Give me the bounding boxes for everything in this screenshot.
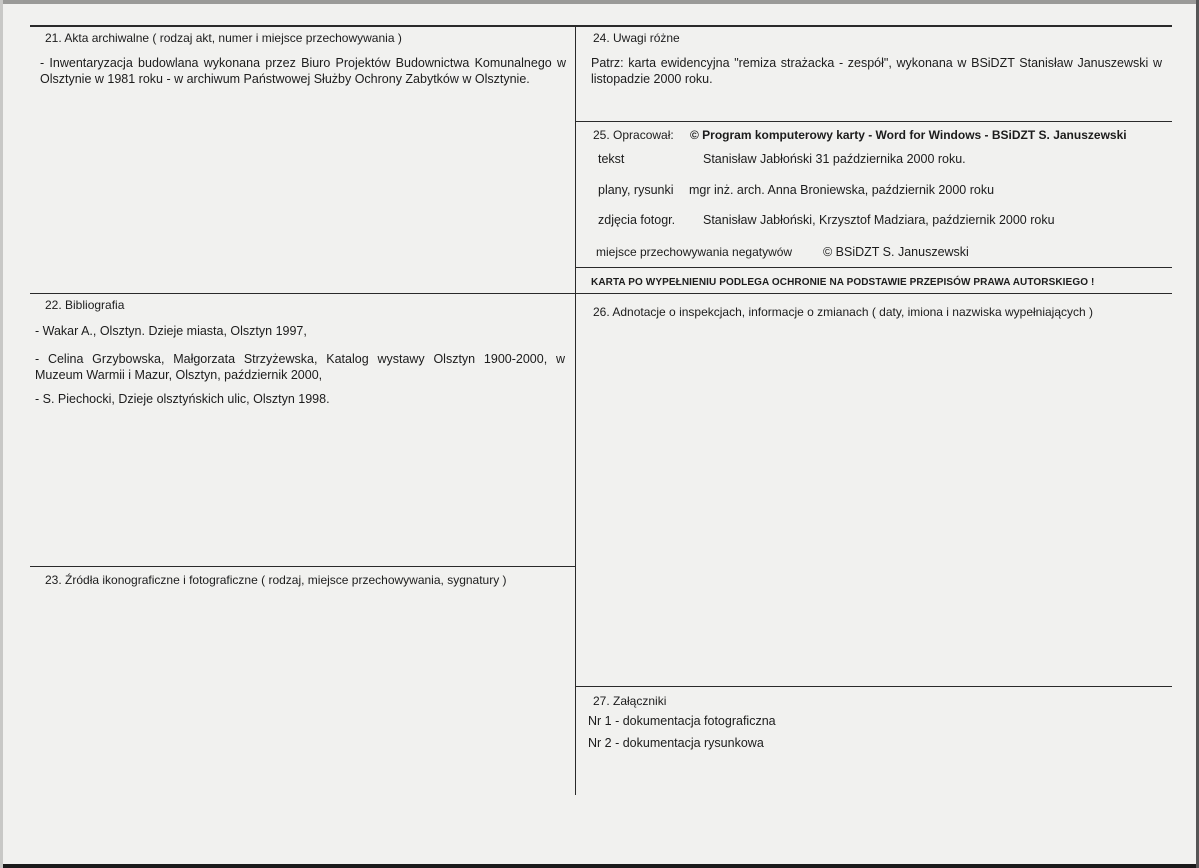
row-value-negatives: © BSiDZT S. Januszewski (823, 245, 969, 259)
top-rule (30, 25, 1172, 27)
section-22-heading: 22. Bibliografia (45, 298, 125, 312)
section-23-heading: 23. Źródła ikonograficzne i fotograficzne ( rodzaj, miejsce przechowywania, sygnatury ) (45, 573, 507, 587)
section-26-heading: 26. Adnotacje o inspekcjach, informacje o zmianach ( daty, imiona i nazwiska wypełniających ) (593, 305, 1094, 319)
rule-24-25 (575, 121, 1172, 122)
attachment-item-1: Nr 1 - dokumentacja fotograficzna (588, 714, 776, 728)
rule-26-27 (575, 686, 1172, 687)
bibliography-item-1: - Wakar A., Olsztyn. Dzieje miasta, Olsztyn 1997, (35, 324, 307, 338)
bibliography-item-3: - S. Piechocki, Dzieje olsztyńskich ulic, Olsztyn 1998. (35, 392, 330, 406)
program-credit: © Program komputerowy karty - Word for Windows - BSiDZT S. Januszewski (690, 128, 1127, 142)
section-21-text: - Inwentaryzacja budowlana wykonana przez Biuro Projektów Budownictwa Komunalnego w Olsztynie w 1981 roku - w archiwum Państwowej Służby Ochrony Zabytków w Olsztynie. (40, 56, 566, 86)
row-label-negatives: miejsce przechowywania negatywów (596, 245, 793, 259)
scan-edge-left (0, 0, 3, 868)
row-label-drawings: plany, rysunki (598, 183, 674, 197)
rule-21-22 (30, 293, 1172, 294)
row-value-photos: Stanisław Jabłoński, Krzysztof Madziara, październik 2000 roku (703, 213, 1055, 227)
section-27-heading: 27. Załączniki (593, 694, 667, 708)
copyright-notice: KARTA PO WYPEŁNIENIU PODLEGA OCHRONIE NA PODSTAWIE PRZEPISÓW PRAWA AUTORSKIEGO ! (591, 277, 1095, 288)
section-24-heading: 24. Uwagi różne (593, 31, 680, 45)
rule-22-23 (30, 566, 575, 567)
rule-25-notice (575, 267, 1172, 268)
bibliography-item-2: - Celina Grzybowska, Małgorzata Strzyżewska, Katalog wystawy Olsztyn 1900-2000, w Muzeum Warmii i Mazur, Olsztyn, październik 2000, (35, 352, 565, 382)
attachment-item-2: Nr 2 - dokumentacja rysunkowa (588, 736, 764, 750)
scan-edge-top (0, 0, 1199, 4)
row-label-photos: zdjęcia fotogr. (598, 213, 676, 227)
section-21-heading: 21. Akta archiwalne ( rodzaj akt, numer i miejsce przechowywania ) (45, 31, 402, 45)
center-divider (575, 25, 576, 795)
section-24-text: Patrz: karta ewidencyjna "remiza strażacka - zespół", wykonana w BSiDZT Stanisław Januszewski w listopadzie 2000 roku. (591, 56, 1162, 86)
row-value-drawings: mgr inż. arch. Anna Broniewska, październik 2000 roku (689, 183, 995, 197)
section-25-heading: 25. Opracował: (593, 128, 674, 142)
row-value-text: Stanisław Jabłoński 31 października 2000 roku. (703, 152, 966, 166)
row-label-text: tekst (598, 152, 625, 166)
scan-edge-bottom (0, 864, 1199, 868)
